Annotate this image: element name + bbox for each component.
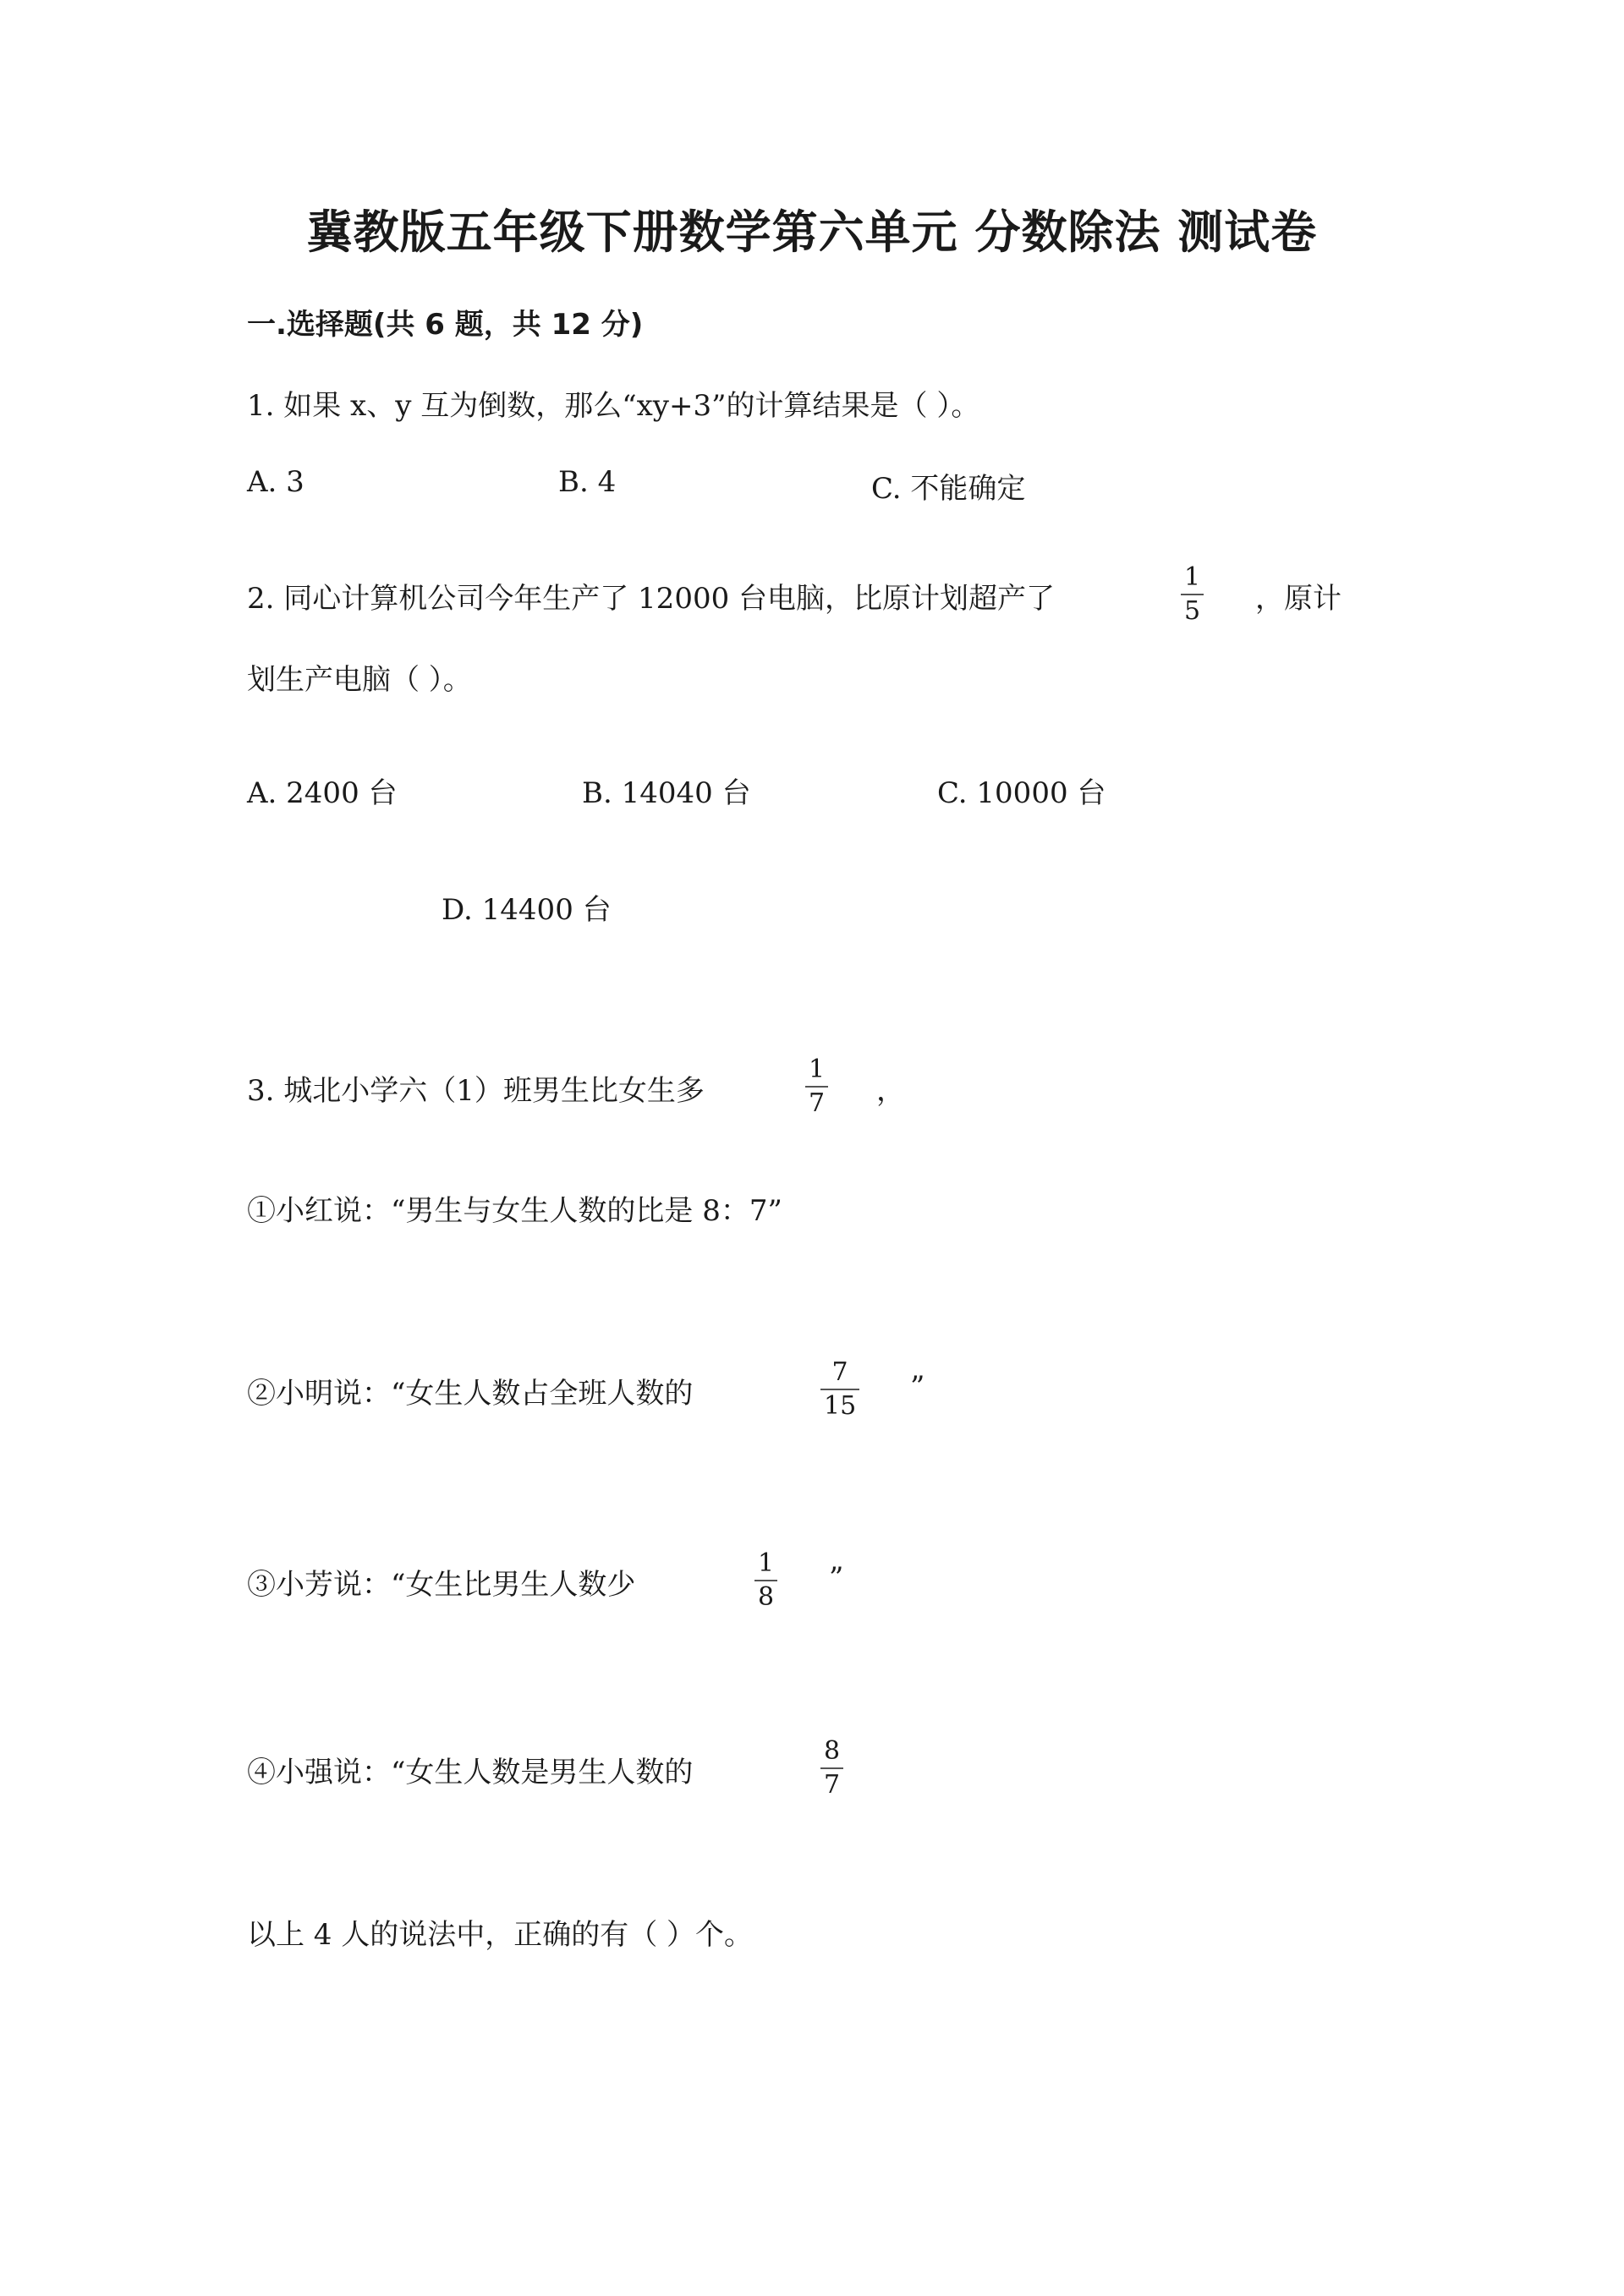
question-2-option-b: B. 14040 台: [582, 776, 751, 810]
statement-4-fraction: [820, 1736, 843, 1800]
fraction-denominator: 5: [1184, 596, 1201, 626]
question-2-option-d: D. 14400 台: [442, 893, 612, 927]
page-title: 冀教版五年级下册数学第六单元 分数除法 测试卷: [306, 205, 1318, 259]
question-3-stem-end: ，: [876, 1074, 905, 1108]
statement-1: ①小红说：“男生与女生人数的比是 8：7”: [247, 1194, 782, 1228]
question-2-option-c: C. 10000 台: [937, 776, 1106, 810]
question-3-prompt: 以上 4 人的说法中，正确的有（ ）个。: [247, 1918, 754, 1952]
fraction-denominator: 8: [758, 1582, 775, 1612]
question-1-option-a: A. 3: [247, 465, 304, 499]
fraction-numerator: 1: [758, 1548, 775, 1578]
question-3-fraction: [805, 1057, 828, 1116]
question-1-stem: 1. 如果 x、y 互为倒数，那么“xy+3”的计算结果是（ ）。: [247, 389, 980, 423]
question-1-option-c: C. 不能确定: [871, 472, 1026, 506]
question-2-option-a: A. 2400 台: [247, 776, 398, 810]
fraction-numerator: 1: [809, 1055, 826, 1084]
fraction-denominator: 7: [824, 1770, 841, 1800]
statement-2-end: ”: [910, 1370, 925, 1404]
section-heading: 一.选择题(共 6 题，共 12 分): [247, 308, 644, 342]
statement-4: ④小强说：“女生人数是男生人数的: [247, 1756, 694, 1789]
statement-3-end: ”: [829, 1561, 844, 1595]
fraction-numerator: 8: [824, 1736, 841, 1766]
fraction-numerator: 1: [1184, 562, 1201, 592]
question-2-stem-continued: ，原计: [1255, 582, 1341, 616]
question-2-stem-line2: 划生产电脑（ ）。: [247, 663, 472, 697]
statement-3: ③小芳说：“女生比男生人数少: [247, 1568, 636, 1602]
fraction-denominator: 7: [809, 1088, 826, 1118]
statement-2: ②小明说：“女生人数占全班人数的: [247, 1377, 694, 1411]
statement-3-fraction: [754, 1548, 777, 1612]
fraction-denominator: 15: [824, 1391, 857, 1421]
question-3-stem: 3. 城北小学六（1）班男生比女生多: [247, 1074, 705, 1108]
question-2-stem: 2. 同心计算机公司今年生产了 12000 台电脑，比原计划超产了: [247, 582, 1056, 616]
question-2-fraction: [1181, 562, 1204, 626]
fraction-numerator: 7: [831, 1357, 848, 1387]
statement-2-fraction: [820, 1357, 859, 1421]
question-1-option-b: B. 4: [558, 465, 617, 499]
